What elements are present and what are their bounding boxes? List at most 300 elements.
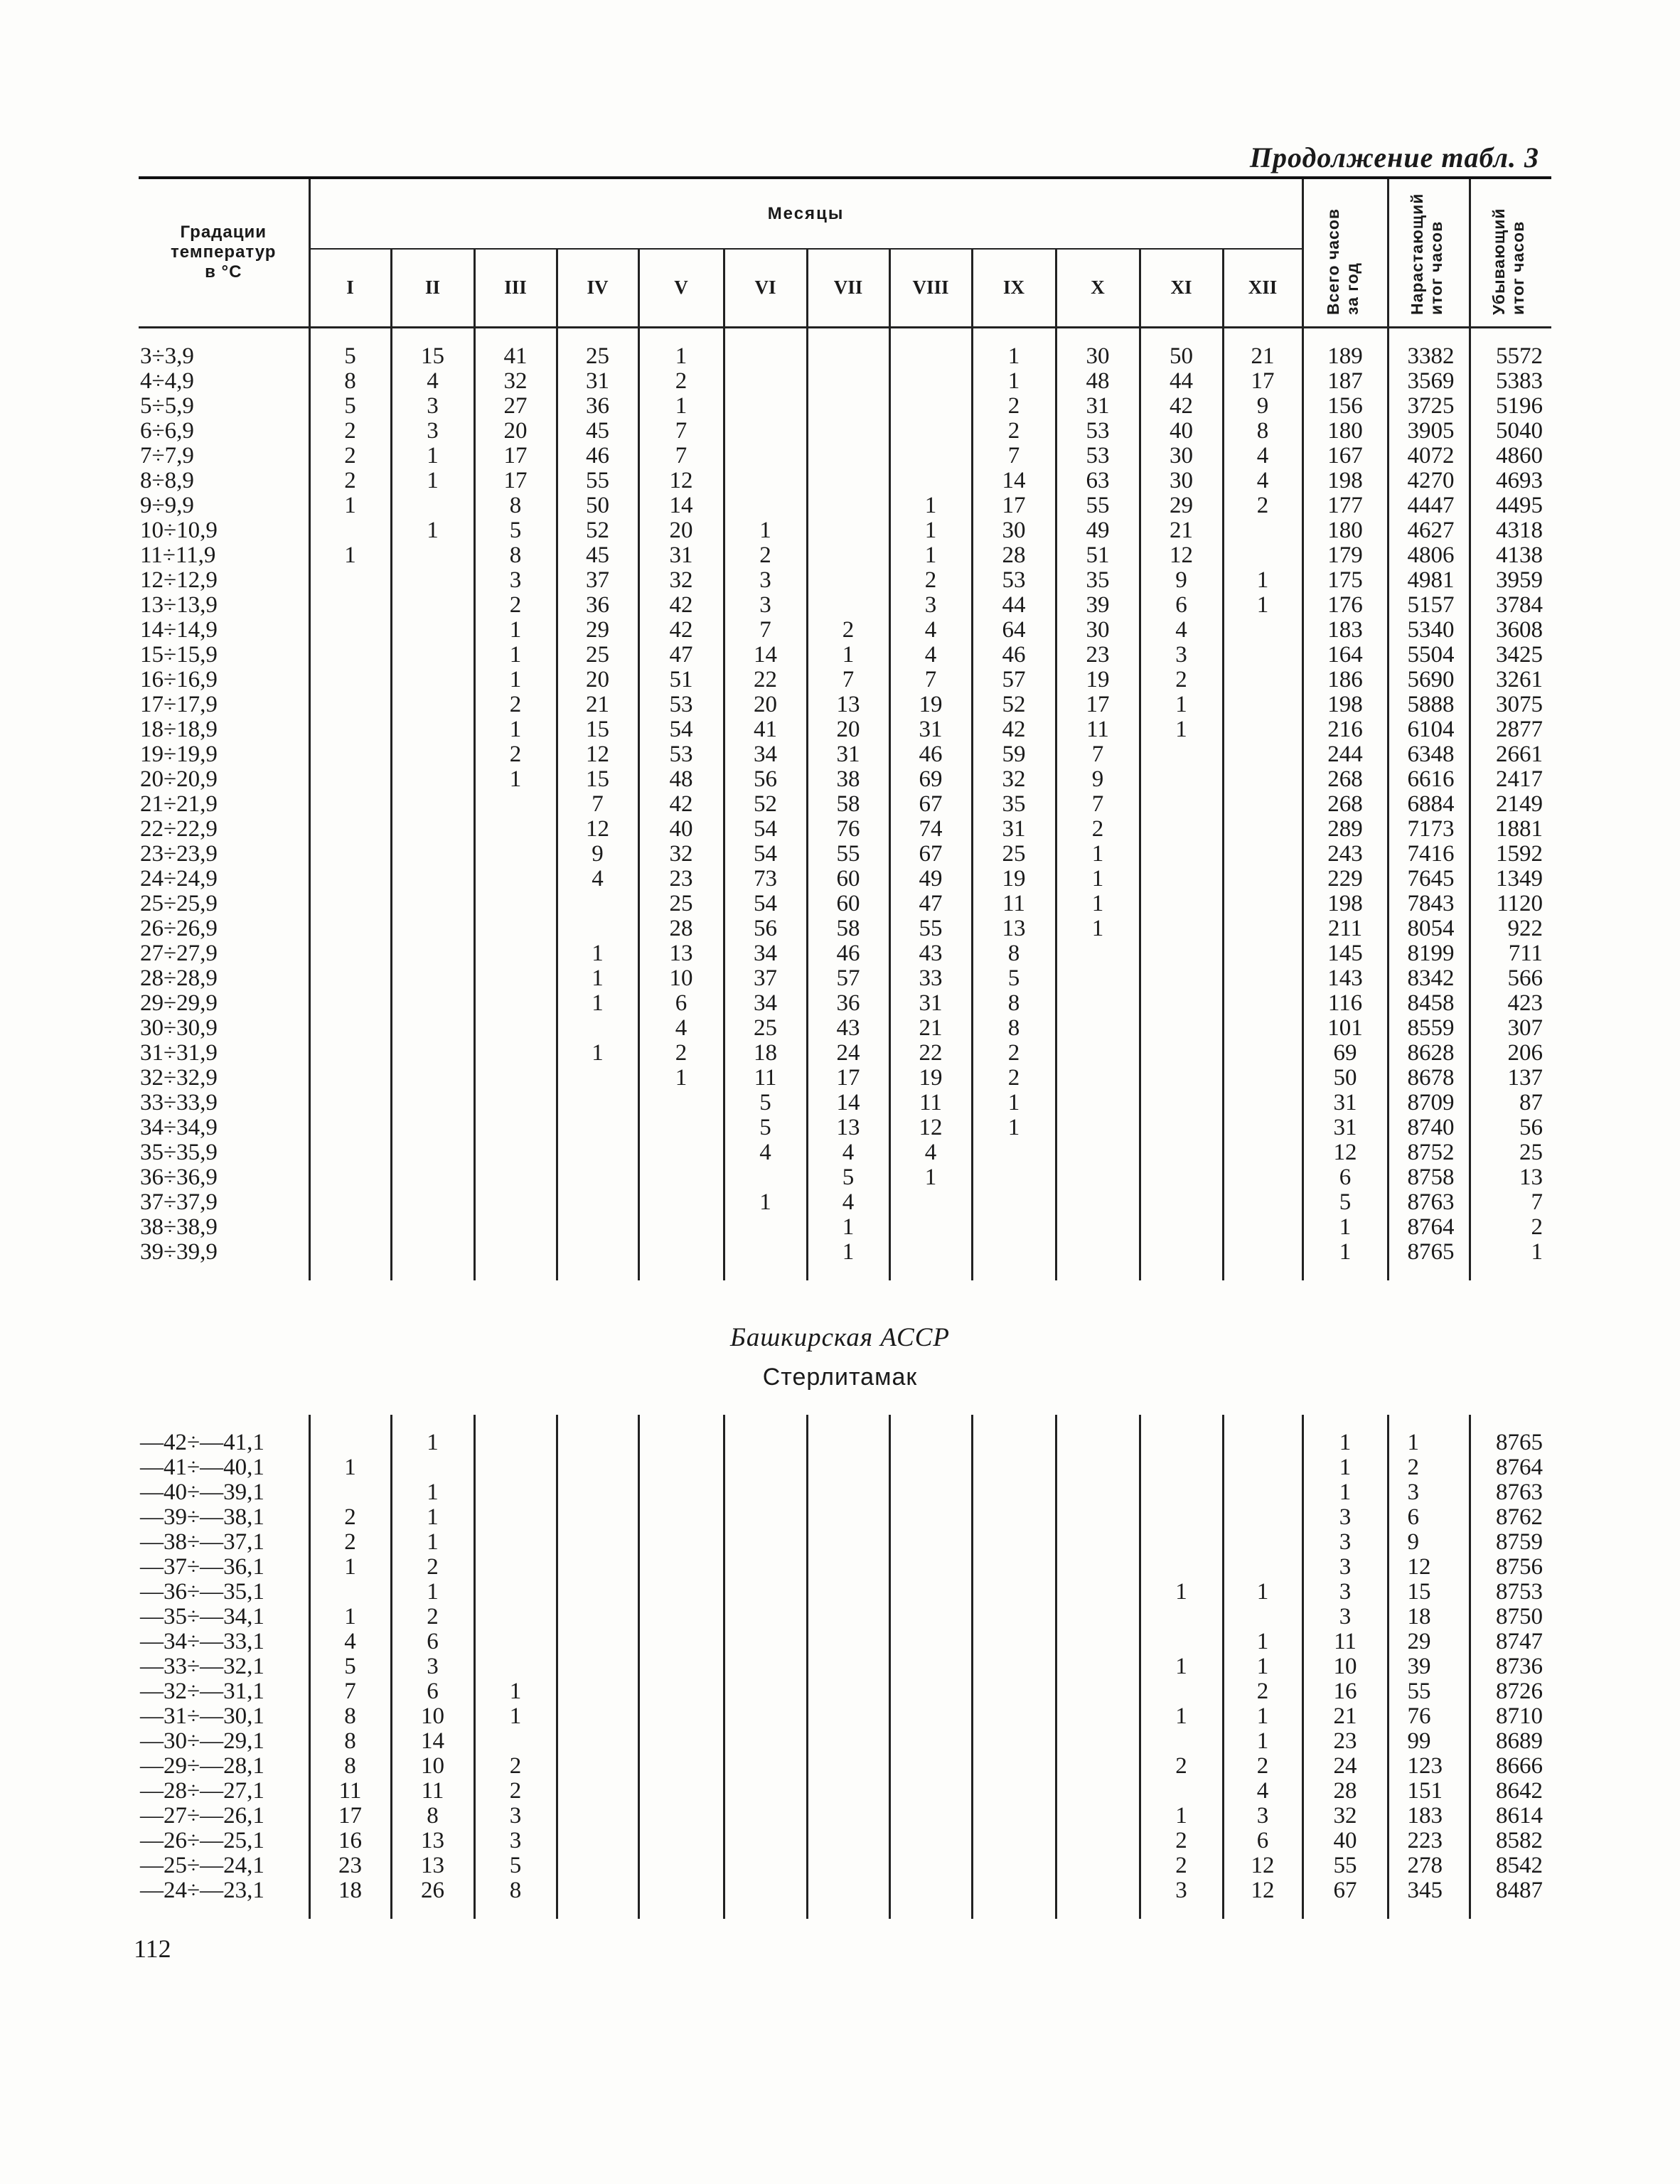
month-value-cell xyxy=(557,1190,638,1215)
total-hours-cell: 1 xyxy=(1302,1240,1388,1265)
month-value-cell: 32 xyxy=(972,767,1056,792)
month-value-cell xyxy=(1223,1016,1302,1041)
month-value-cell xyxy=(724,344,807,369)
month-value-cell: 4 xyxy=(807,1140,889,1165)
month-value-cell xyxy=(1223,792,1302,817)
month-value-cell xyxy=(1140,1679,1223,1704)
cumulative-up-cell: 18 xyxy=(1388,1605,1470,1629)
cumulative-up-cell: 8764 xyxy=(1388,1215,1470,1240)
month-value-cell xyxy=(889,1455,972,1480)
month-value-cell: 4 xyxy=(391,369,474,394)
month-value-cell: 1 xyxy=(391,1430,474,1455)
month-value-cell xyxy=(391,717,474,742)
month-value-cell: 15 xyxy=(557,767,638,792)
gradation-cell: 15÷15,9 xyxy=(140,641,218,668)
month-value-cell: 1 xyxy=(391,1580,474,1605)
month-value-cell: 53 xyxy=(638,692,724,717)
month-value-cell xyxy=(309,1240,391,1265)
month-value-cell: 1 xyxy=(391,1505,474,1530)
month-value-cell: 29 xyxy=(1140,493,1223,518)
month-value-cell xyxy=(1140,991,1223,1016)
gradation-cell: 34÷34,9 xyxy=(140,1114,218,1140)
cumulative-down-cell: 1120 xyxy=(1470,892,1551,916)
month-value-cell xyxy=(474,1091,557,1115)
month-value-cell: 4 xyxy=(1140,618,1223,643)
month-value-cell xyxy=(807,493,889,518)
cumulative-down-header xyxy=(1470,178,1551,327)
month-value-cell: 34 xyxy=(724,941,807,966)
month-value-cell: 3 xyxy=(724,568,807,593)
month-value-cell xyxy=(638,1679,724,1704)
month-value-cell xyxy=(1056,1480,1140,1505)
month-value-cell: 19 xyxy=(889,1066,972,1091)
table-row xyxy=(139,717,1551,742)
month-value-cell: 4 xyxy=(557,867,638,892)
month-value-cell: 13 xyxy=(391,1853,474,1878)
cumulative-down-cell: 8764 xyxy=(1470,1455,1551,1480)
month-value-cell xyxy=(972,1679,1056,1704)
month-value-cell xyxy=(391,892,474,916)
month-value-cell xyxy=(638,1629,724,1654)
month-value-cell xyxy=(309,618,391,643)
month-value-cell xyxy=(1140,1091,1223,1115)
month-value-cell xyxy=(309,991,391,1016)
month-value-cell xyxy=(638,1580,724,1605)
month-value-cell: 7 xyxy=(638,444,724,469)
month-value-cell: 44 xyxy=(1140,369,1223,394)
month-value-cell xyxy=(1140,966,1223,991)
month-value-cell xyxy=(309,867,391,892)
month-value-cell: 2 xyxy=(972,1041,1056,1066)
month-value-cell xyxy=(724,444,807,469)
month-value-cell: 1 xyxy=(889,543,972,568)
month-value-cell xyxy=(391,1165,474,1190)
month-value-cell: 1 xyxy=(889,518,972,543)
month-value-cell: 2 xyxy=(1140,1829,1223,1853)
month-value-cell xyxy=(889,1430,972,1455)
month-value-cell xyxy=(474,1066,557,1091)
month-value-cell xyxy=(807,1555,889,1580)
month-value-cell xyxy=(807,394,889,419)
total-hours-cell: 175 xyxy=(1302,568,1388,593)
total-hours-label: Всего часов за год xyxy=(1324,208,1361,315)
month-value-cell: 2 xyxy=(1223,1679,1302,1704)
total-hours-cell: 6 xyxy=(1302,1165,1388,1190)
gradation-cell: —36÷—35,1 xyxy=(140,1579,264,1605)
cumulative-up-cell: 6884 xyxy=(1388,792,1470,817)
month-value-cell xyxy=(724,1165,807,1190)
month-value-cell xyxy=(1056,1729,1140,1754)
month-value-cell xyxy=(889,1505,972,1530)
month-value-cell: 1 xyxy=(1223,1729,1302,1754)
month-value-cell xyxy=(557,1215,638,1240)
month-value-cell xyxy=(474,916,557,941)
total-hours-cell: 164 xyxy=(1302,643,1388,668)
cumulative-down-cell: 7 xyxy=(1470,1190,1551,1215)
month-value-cell xyxy=(972,1829,1056,1853)
month-value-cell xyxy=(309,518,391,543)
month-value-cell: 4 xyxy=(1223,469,1302,493)
gradation-cell: 33÷33,9 xyxy=(140,1089,218,1115)
month-value-cell: 20 xyxy=(724,692,807,717)
month-value-cell: 3 xyxy=(1223,1804,1302,1829)
month-value-cell xyxy=(638,1555,724,1580)
month-value-cell xyxy=(309,892,391,916)
cumulative-up-cell: 2 xyxy=(1388,1455,1470,1480)
month-value-cell xyxy=(724,1754,807,1779)
month-value-cell xyxy=(309,593,391,618)
month-value-cell: 12 xyxy=(557,742,638,767)
month-value-cell: 1 xyxy=(972,369,1056,394)
month-value-cell xyxy=(1056,1853,1140,1878)
month-value-cell xyxy=(972,1240,1056,1265)
table-row xyxy=(139,817,1551,842)
month-value-cell: 13 xyxy=(391,1829,474,1853)
month-value-cell xyxy=(391,1016,474,1041)
month-value-cell: 31 xyxy=(889,991,972,1016)
month-value-cell xyxy=(638,1190,724,1215)
month-value-cell: 53 xyxy=(638,742,724,767)
month-value-cell: 17 xyxy=(474,469,557,493)
month-value-cell: 58 xyxy=(807,792,889,817)
month-value-cell xyxy=(972,1215,1056,1240)
cumulative-down-cell: 8765 xyxy=(1470,1430,1551,1455)
month-value-cell: 8 xyxy=(474,1878,557,1903)
gradation-cell: —29÷—28,1 xyxy=(140,1753,264,1779)
month-value-cell xyxy=(889,1779,972,1804)
month-value-cell: 19 xyxy=(889,692,972,717)
month-value-cell xyxy=(1056,1190,1140,1215)
month-value-cell: 46 xyxy=(557,444,638,469)
month-value-cell xyxy=(807,444,889,469)
month-value-cell: 64 xyxy=(972,618,1056,643)
table-row xyxy=(139,742,1551,767)
month-value-cell: 42 xyxy=(638,618,724,643)
month-value-cell: 4 xyxy=(889,643,972,668)
month-value-cell xyxy=(807,1430,889,1455)
spacer-row xyxy=(139,1265,1551,1280)
month-value-cell: 1 xyxy=(557,941,638,966)
month-value-cell xyxy=(391,568,474,593)
month-value-cell xyxy=(807,419,889,444)
cumulative-down-cell: 2 xyxy=(1470,1215,1551,1240)
cumulative-down-cell: 1592 xyxy=(1470,842,1551,867)
month-value-cell: 18 xyxy=(309,1878,391,1903)
month-value-cell xyxy=(807,1804,889,1829)
month-value-cell xyxy=(474,1016,557,1041)
month-value-cell xyxy=(309,1190,391,1215)
month-value-cell xyxy=(724,1829,807,1853)
month-value-cell: 53 xyxy=(972,568,1056,593)
month-value-cell: 1 xyxy=(474,717,557,742)
cumulative-up-cell: 7645 xyxy=(1388,867,1470,892)
total-hours-cell: 1 xyxy=(1302,1455,1388,1480)
month-value-cell: 13 xyxy=(638,941,724,966)
cumulative-up-cell: 278 xyxy=(1388,1853,1470,1878)
cumulative-up-cell: 8758 xyxy=(1388,1165,1470,1190)
table-row xyxy=(139,1091,1551,1115)
month-value-cell xyxy=(557,1704,638,1729)
month-value-cell xyxy=(1223,941,1302,966)
table-row xyxy=(139,1115,1551,1140)
cumulative-down-cell: 5572 xyxy=(1470,344,1551,369)
month-label: VIII xyxy=(889,249,972,327)
month-value-cell xyxy=(1223,1091,1302,1115)
cumulative-down-cell: 8614 xyxy=(1470,1804,1551,1829)
month-value-cell xyxy=(889,1654,972,1679)
cumulative-up-cell: 8458 xyxy=(1388,991,1470,1016)
month-value-cell: 3 xyxy=(391,419,474,444)
table-row xyxy=(139,1605,1551,1629)
table-row xyxy=(139,1240,1551,1265)
month-value-cell xyxy=(391,618,474,643)
month-value-cell xyxy=(391,1140,474,1165)
total-hours-cell: 244 xyxy=(1302,742,1388,767)
month-value-cell xyxy=(474,1654,557,1679)
table-row xyxy=(139,1555,1551,1580)
cumulative-up-cell: 8678 xyxy=(1388,1066,1470,1091)
month-value-cell xyxy=(1140,1629,1223,1654)
table-row xyxy=(139,618,1551,643)
month-value-cell: 31 xyxy=(1056,394,1140,419)
month-value-cell xyxy=(557,1240,638,1265)
month-value-cell: 8 xyxy=(972,941,1056,966)
month-value-cell xyxy=(1223,543,1302,568)
gradation-cell: —41÷—40,1 xyxy=(140,1455,264,1480)
month-value-cell xyxy=(638,1140,724,1165)
month-value-cell: 7 xyxy=(724,618,807,643)
month-value-cell xyxy=(391,1115,474,1140)
month-value-cell: 1 xyxy=(557,1041,638,1066)
month-value-cell xyxy=(1056,1555,1140,1580)
cumulative-down-label: Убывающий итог часов xyxy=(1489,208,1528,315)
month-value-cell: 23 xyxy=(638,867,724,892)
cumulative-up-cell: 1 xyxy=(1388,1430,1470,1455)
month-value-cell xyxy=(807,1580,889,1605)
month-value-cell xyxy=(724,1704,807,1729)
month-value-cell: 45 xyxy=(557,419,638,444)
month-value-cell: 1 xyxy=(889,1165,972,1190)
month-value-cell: 1 xyxy=(972,1115,1056,1140)
month-value-cell: 2 xyxy=(807,618,889,643)
month-value-cell: 51 xyxy=(1056,543,1140,568)
month-value-cell xyxy=(309,1066,391,1091)
month-value-cell: 1 xyxy=(474,767,557,792)
month-value-cell: 36 xyxy=(557,593,638,618)
month-value-cell: 35 xyxy=(972,792,1056,817)
month-value-cell: 3 xyxy=(391,1654,474,1679)
cumulative-up-cell: 8765 xyxy=(1388,1240,1470,1265)
month-value-cell xyxy=(309,742,391,767)
gradation-cell: 3÷3,9 xyxy=(140,343,194,369)
month-value-cell xyxy=(1223,1041,1302,1066)
month-value-cell: 57 xyxy=(972,668,1056,692)
month-value-cell xyxy=(972,1455,1056,1480)
month-value-cell: 40 xyxy=(1140,419,1223,444)
gradation-cell: 27÷27,9 xyxy=(140,940,218,966)
month-value-cell xyxy=(889,394,972,419)
cumulative-up-cell: 183 xyxy=(1388,1804,1470,1829)
month-value-cell xyxy=(1056,1066,1140,1091)
month-value-cell xyxy=(1056,1140,1140,1165)
total-hours-cell: 268 xyxy=(1302,767,1388,792)
month-value-cell: 8 xyxy=(972,991,1056,1016)
month-value-cell xyxy=(807,369,889,394)
cumulative-down-cell: 8666 xyxy=(1470,1754,1551,1779)
cumulative-down-cell: 3959 xyxy=(1470,568,1551,593)
month-value-cell xyxy=(638,1878,724,1903)
month-value-cell xyxy=(1140,1505,1223,1530)
month-value-cell xyxy=(889,1555,972,1580)
month-value-cell xyxy=(391,966,474,991)
total-hours-cell: 3 xyxy=(1302,1530,1388,1555)
month-value-cell: 27 xyxy=(474,394,557,419)
month-value-cell: 50 xyxy=(557,493,638,518)
table-continuation-caption: Продолжение табл. 3 xyxy=(1249,141,1539,173)
month-value-cell xyxy=(1056,1580,1140,1605)
total-hours-cell: 180 xyxy=(1302,518,1388,543)
month-value-cell xyxy=(309,1091,391,1115)
month-value-cell: 1 xyxy=(391,444,474,469)
month-value-cell xyxy=(474,991,557,1016)
total-hours-cell: 216 xyxy=(1302,717,1388,742)
month-value-cell: 8 xyxy=(391,1804,474,1829)
month-value-cell: 12 xyxy=(1223,1878,1302,1903)
month-value-cell xyxy=(889,1240,972,1265)
temperature-table-sterlitamak xyxy=(139,1415,1551,1919)
month-value-cell xyxy=(391,1041,474,1066)
table-row xyxy=(139,344,1551,369)
month-value-cell xyxy=(724,1215,807,1240)
month-value-cell xyxy=(889,1754,972,1779)
total-hours-cell: 10 xyxy=(1302,1654,1388,1679)
cumulative-up-cell: 8342 xyxy=(1388,966,1470,991)
month-value-cell xyxy=(1140,1555,1223,1580)
month-value-cell: 30 xyxy=(1140,469,1223,493)
month-value-cell xyxy=(391,792,474,817)
month-value-cell: 52 xyxy=(972,692,1056,717)
total-hours-cell: 198 xyxy=(1302,469,1388,493)
month-value-cell: 2 xyxy=(391,1605,474,1629)
month-value-cell: 10 xyxy=(391,1754,474,1779)
month-value-cell: 50 xyxy=(1140,344,1223,369)
cumulative-up-cell: 123 xyxy=(1388,1754,1470,1779)
month-value-cell: 25 xyxy=(557,643,638,668)
month-value-cell xyxy=(807,1480,889,1505)
gradation-cell: —39÷—38,1 xyxy=(140,1504,264,1530)
month-value-cell xyxy=(1223,618,1302,643)
month-value-cell: 34 xyxy=(724,742,807,767)
month-value-cell: 30 xyxy=(972,518,1056,543)
gradation-cell: 25÷25,9 xyxy=(140,890,218,916)
gradation-cell: 17÷17,9 xyxy=(140,691,218,717)
month-value-cell: 1 xyxy=(391,1530,474,1555)
month-value-cell xyxy=(1140,817,1223,842)
total-hours-cell: 268 xyxy=(1302,792,1388,817)
month-value-cell: 5 xyxy=(309,394,391,419)
cumulative-up-cell: 3569 xyxy=(1388,369,1470,394)
month-value-cell: 1 xyxy=(557,966,638,991)
cumulative-down-cell: 566 xyxy=(1470,966,1551,991)
month-value-cell: 41 xyxy=(724,717,807,742)
month-value-cell xyxy=(391,1190,474,1215)
month-value-cell xyxy=(1056,1240,1140,1265)
total-hours-cell: 243 xyxy=(1302,842,1388,867)
month-value-cell xyxy=(972,1704,1056,1729)
month-value-cell: 2 xyxy=(1140,668,1223,692)
cumulative-down-cell: 25 xyxy=(1470,1140,1551,1165)
total-hours-cell: 28 xyxy=(1302,1779,1388,1804)
cumulative-down-cell: 206 xyxy=(1470,1041,1551,1066)
gradation-cell: 38÷38,9 xyxy=(140,1214,218,1240)
month-value-cell: 21 xyxy=(557,692,638,717)
month-value-cell xyxy=(1140,867,1223,892)
month-value-cell: 6 xyxy=(638,991,724,1016)
month-value-cell xyxy=(557,1605,638,1629)
month-value-cell xyxy=(1140,767,1223,792)
month-value-cell: 1 xyxy=(474,668,557,692)
month-value-cell: 19 xyxy=(972,867,1056,892)
month-value-cell xyxy=(557,1829,638,1853)
total-hours-cell: 289 xyxy=(1302,817,1388,842)
cumulative-down-cell: 711 xyxy=(1470,941,1551,966)
month-value-cell: 8 xyxy=(309,369,391,394)
cumulative-up-cell: 55 xyxy=(1388,1679,1470,1704)
month-value-cell: 1 xyxy=(1056,842,1140,867)
month-value-cell: 2 xyxy=(638,1041,724,1066)
month-value-cell: 1 xyxy=(309,493,391,518)
month-value-cell: 1 xyxy=(309,1455,391,1480)
month-value-cell xyxy=(557,1115,638,1140)
gradation-cell: 36÷36,9 xyxy=(140,1164,218,1190)
month-value-cell xyxy=(807,1829,889,1853)
month-value-cell: 8 xyxy=(309,1754,391,1779)
month-value-cell: 31 xyxy=(889,717,972,742)
gradation-cell: —28÷—27,1 xyxy=(140,1778,264,1804)
month-value-cell xyxy=(807,1853,889,1878)
table-row xyxy=(139,1804,1551,1829)
month-value-cell: 2 xyxy=(391,1555,474,1580)
month-value-cell: 34 xyxy=(724,991,807,1016)
month-value-cell: 4 xyxy=(309,1629,391,1654)
table-row xyxy=(139,1430,1551,1455)
month-value-cell xyxy=(1056,1878,1140,1903)
month-value-cell xyxy=(638,1605,724,1629)
cumulative-down-cell: 8763 xyxy=(1470,1480,1551,1505)
month-value-cell: 5 xyxy=(474,1853,557,1878)
month-value-cell: 12 xyxy=(557,817,638,842)
month-value-cell: 2 xyxy=(474,1754,557,1779)
table-row xyxy=(139,1754,1551,1779)
month-value-cell xyxy=(1140,1115,1223,1140)
month-value-cell xyxy=(807,518,889,543)
month-value-cell xyxy=(807,344,889,369)
gradation-cell: 10÷10,9 xyxy=(140,517,218,543)
month-value-cell: 17 xyxy=(474,444,557,469)
month-value-cell xyxy=(724,1878,807,1903)
month-value-cell: 49 xyxy=(889,867,972,892)
gradation-cell: —38÷—37,1 xyxy=(140,1529,264,1555)
month-value-cell xyxy=(972,1505,1056,1530)
month-value-cell xyxy=(474,941,557,966)
month-value-cell: 1 xyxy=(309,1555,391,1580)
month-value-cell xyxy=(807,469,889,493)
cumulative-down-cell: 8582 xyxy=(1470,1829,1551,1853)
month-value-cell: 42 xyxy=(638,593,724,618)
month-value-cell xyxy=(1223,1215,1302,1240)
month-value-cell: 2 xyxy=(724,543,807,568)
gradation-cell: —33÷—32,1 xyxy=(140,1654,264,1679)
